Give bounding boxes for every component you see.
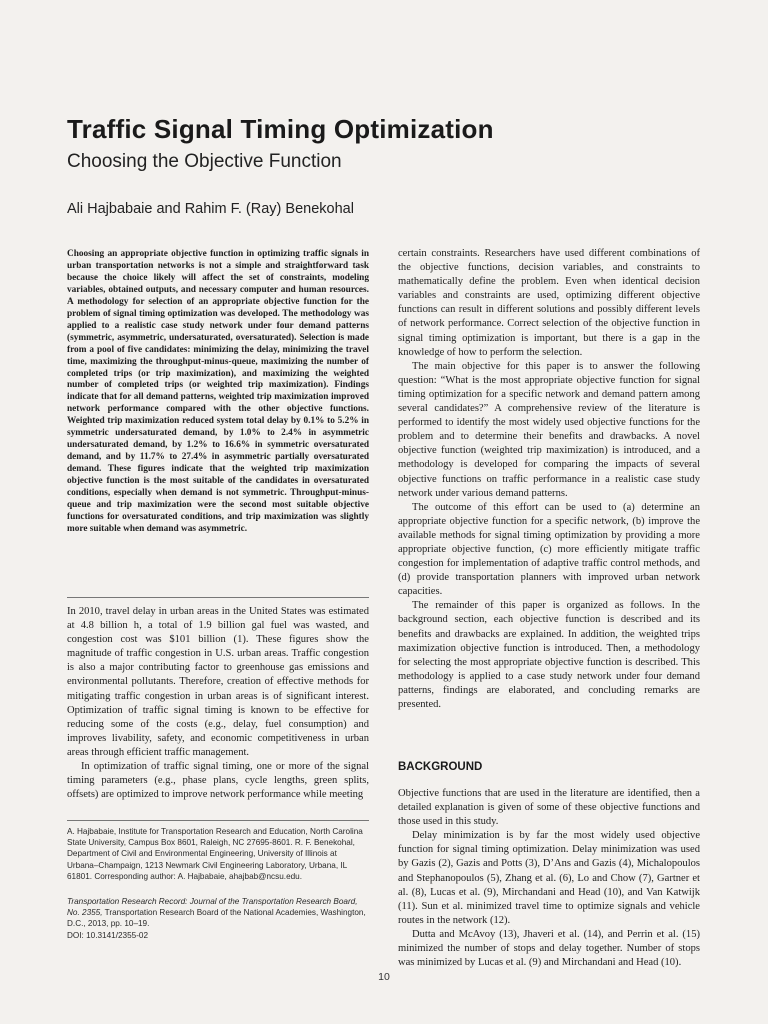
journal-issue: No. 2355,	[67, 908, 103, 918]
body-paragraph: certain constraints. Researchers have used different combinations of the objective functions, decision variables, and constraints to mathematically define the problem. Even when identical decision variables and constraints are used, optimizing different objective functions can result in different solutions and possibly different levels of network performance. Correct selection of the objective function in signal timing optimization is important, but there is a gap in the knowledge of how to perform the selection.	[398, 248, 700, 358]
intro-paragraph: In optimization of traffic signal timing, one or more of the signal timing parameters (e.g., phase plans, cycle lengths, green splits, offsets) are optimized to improve network performance while meeting	[67, 761, 369, 801]
background-section	[398, 787, 700, 970]
journal-name: Transportation Research Record: Journal of the Transportation Research Board,	[67, 897, 358, 906]
page-number: 10	[378, 971, 390, 983]
introduction-column	[67, 605, 369, 802]
paper-title: Traffic Signal Timing Optimization	[67, 114, 494, 144]
doi: DOI: 10.3141/2355-02	[67, 930, 149, 940]
body-paragraph: The remainder of this paper is organized as follows. In the background section, each objective function is described and its benefits and drawbacks are explained. In addition, the weighted trips maximization objective function is introduced. Then, a methodology for selecting the most appropriate objective function is described. This methodology is applied to a case study network under four demand patterns, findings are elaborated, and concluding remarks are presented.	[398, 600, 700, 710]
author-affiliation-footnote: A. Hajbabaie, Institute for Transportation Research and Education, North Carolina State University, Campus Box 8601, Raleigh, NC 27695-8601. R. F. Benekohal, Department of Civil and Environmental Engineering, University of Illinois at Urbana–Champaign, 1213 Newmark Civil Engineering Laboratory, Urbana, IL 61801. Corresponding author: A. Hajbabaie, ahajbab@ncsu.edu.	[67, 827, 363, 881]
author-line: Ali Hajbabaie and Rahim F. (Ray) Benekohal	[67, 201, 354, 217]
publisher-info: Transportation Research Board of the National Academies, Washington, D.C., 2013, pp. 10–19.	[67, 908, 366, 929]
section-heading-background: BACKGROUND	[398, 761, 483, 773]
right-column	[398, 247, 700, 712]
background-paragraph: Dutta and McAvoy (13), Jhaveri et al. (14), and Perrin et al. (15) minimized the number of stops and delay together. Number of stops was minimized by Lucas et al. (9) and Mirchandani and Head (10).	[398, 928, 700, 969]
background-paragraph: Delay minimization is by far the most widely used objective function for signal timing optimization. Delay minimization was used by Gazis (2), Gazis and Potts (3), D’Ans and Gazis (4), Michalopoulos and Stephanopoulos (5), Zhang et al. (6), Lo and Chow (7), Gartner et al. (8), Lucas et al. (9), Mirchandani and Head (10), and Van Katwijk (11). Sun et al. minimized travel time to optimize signals and vehicle routes in the network (12).	[398, 830, 700, 926]
background-paragraph: Objective functions that are used in the literature are identified, then a detailed explanation is given of some of these objective functions and those used in this study.	[398, 788, 700, 828]
paper-subtitle: Choosing the Objective Function	[67, 151, 342, 172]
body-paragraph: The main objective for this paper is to answer the following question: “What is the most appropriate objective function for signal timing optimization for a specific network and demand pattern among several candidates?” A comprehensive review of the literature is performed to identify the most widely used objective functions for the problem and to determine their benefits and drawbacks. A novel objective function (weighted trip maximization) is introduced, and a methodology is developed for comparing the impacts of several objective functions on traffic performance in a realistic case study network under various demand patterns.	[398, 360, 700, 499]
intro-paragraph: In 2010, travel delay in urban areas in the United States was estimated at 4.8 billion h, a total of 1.9 billion gal fuel was wasted, and congestion cost was $101 billion (1). These figures show the magnitude of traffic congestion in U.S. urban areas. Traffic congestion is also a major contributing factor to greenhouse gas emissions and environmental pollutants. Therefore, creation of effective methods for mitigating traffic congestion in urban areas is of significant interest. Optimization of traffic signal timing is known to be effective for reducing some of the costs (e.g., delay, fuel consumption) and improves livability, safety, and economic competitiveness in urban areas through efficient traffic management.	[67, 606, 369, 758]
citation-footnote	[67, 896, 369, 941]
abstract: Choosing an appropriate objective function in optimizing traffic signals in urban transportation networks is not a simple and straightforward task because the choice likely will affect the set of constraints, modeling variables, obtained outputs, and necessary computer and human resources. A methodology for selection of an appropriate objective function for the problem of signal timing optimization was developed. The methodology was applied to a realistic case study network under four demand patterns (symmetric, asymmetric, undersaturated, oversaturated). Selection is made from a pool of five candidates: minimizing the delay, minimizing the travel time, maximizing the throughput-minus-queue, maximizing the number of completed trips (or trip maximization), and maximizing the weighted number of completed trips (or weighted trip maximization). Findings indicate that for all demand patterns, weighted trip maximization improved network performance compared with the other objective functions. Weighted trip maximization reduced system total delay by 0.1% to 5.2% in symmetric undersaturated demand, by 1.0% to 2.4% in asymmetric undersaturated demand, by 1.2% to 16.6% in symmetric oversaturated demand, and by 11.7% to 27.4% in asymmetric partially oversaturated demand. These figures indicate that the weighted trip maximization objective function is the most suitable of the candidates in oversaturated conditions, especially when demand is not symmetric. Throughput-minus-queue and trip maximization were the second most suitable objective functions for oversaturated conditions, and trip maximization was slightly more suitable when demand was asymmetric.	[67, 249, 369, 534]
abstract-divider	[67, 597, 369, 598]
body-paragraph: The outcome of this effort can be used to (a) determine an appropriate objective function for a specific network, (b) improve the available methods for signal timing optimization by providing a more appropriate objective function, (c) more efficiently mitigate traffic congestion for implementation of adaptive traffic control methods, and (d) provide transportation planners with improved urban network capacities.	[398, 501, 700, 598]
footnote-divider	[67, 820, 369, 821]
